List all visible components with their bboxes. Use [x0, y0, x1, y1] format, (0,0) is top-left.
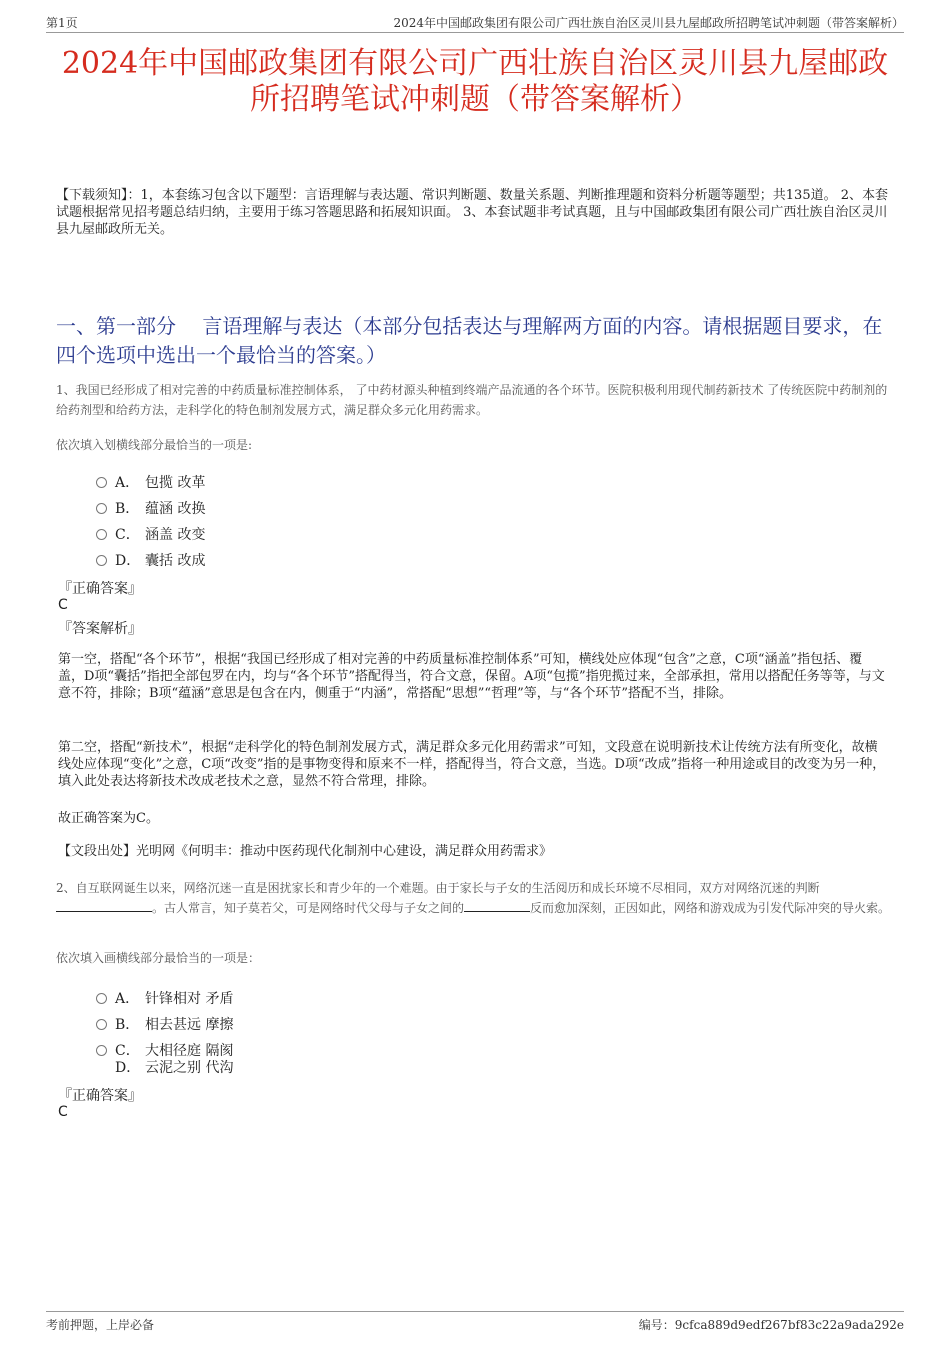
radio-icon[interactable]	[96, 503, 107, 514]
option-letter: B．	[115, 501, 140, 517]
q2-stem-part-3: 反而愈加深刻，正因如此，网络和游戏成为引发代际冲突的导火索。	[530, 901, 891, 915]
q2-option-b[interactable]	[96, 1014, 233, 1032]
footer-doc-id: 编号：9cfca889d9edf267bf83c22a9ada292e	[638, 1318, 904, 1332]
radio-icon[interactable]	[96, 1045, 107, 1056]
radio-icon[interactable]	[96, 477, 107, 488]
option-letter: C．	[115, 1043, 140, 1059]
q1-option-a[interactable]	[96, 472, 205, 490]
q1-source: 【文段出处】光明网《何明丰：推动中医药现代化制剂中心建设，满足群众用药需求》	[58, 844, 553, 859]
header-doc-title: 2024年中国邮政集团有限公司广西壮族自治区灵川县九屋邮政所招聘笔试冲刺题（带答案解析）	[393, 16, 904, 30]
fill-blank-1	[56, 899, 152, 912]
q2-option-d[interactable]	[96, 1057, 233, 1075]
option-text: 涵盖 改变	[145, 527, 206, 543]
page-footer	[46, 1311, 904, 1332]
radio-icon[interactable]	[96, 1019, 107, 1030]
option-letter: A．	[115, 475, 140, 491]
q1-answer-label: 『正确答案』	[58, 581, 142, 597]
option-letter: D．	[115, 1060, 141, 1076]
q2-stem-part-1: 2、自互联网诞生以来，网络沉迷一直是困扰家长和青少年的一个难题。由于家长与子女的生活阅历和成长环境不尽相同，双方对网络沉迷的判断	[56, 881, 820, 895]
q1-stem: 1、我国已经形成了相对完善的中药质量标准控制体系， 了中药材源头种植到终端产品流通的各个环节。医院积极利用现代制药新技术 了传统医院中药制剂的给药剂型和给药方法，走科学化的特色制剂发展方式，满足群众多元化用药需求。	[56, 383, 888, 417]
option-text: 囊括 改成	[145, 553, 206, 569]
q1-option-d[interactable]	[96, 550, 205, 568]
option-text: 包揽 改革	[145, 475, 206, 491]
q1-analysis-paragraph-1: 第一空，搭配“各个环节”，根据“我国已经形成了相对完善的中药质量标准控制体系”可知，横线处应体现“包含”之意，C项“涵盖”指包括、覆盖，D项“囊括”指把全部包罗在内，均与“各个环节”搭配得当，符合文意，保留。A项“包揽”指兜揽过来，全部承担，常用以搭配任务等等，与文意不符，排除；B项“蕴涵”意思是包含在内，侧重于“内涵”，常搭配“思想”“哲理”等，与“各个环节”搭配不当，排除。	[58, 652, 885, 701]
q2-stem	[56, 878, 896, 918]
radio-icon[interactable]	[96, 993, 107, 1004]
q2-answer: C	[58, 1104, 68, 1120]
q1-conclusion: 故正确答案为C。	[58, 811, 159, 826]
option-text: 大相径庭 隔阂	[145, 1043, 234, 1059]
section-heading: 一、第一部分 言语理解与表达（本部分包括表达与理解两方面的内容。请根据题目要求，在四个选项中选出一个最恰当的答案。）	[56, 314, 883, 367]
q1-analysis-label: 『答案解析』	[58, 621, 142, 637]
fill-blank-2	[464, 899, 530, 912]
download-notice: 【下载须知】：1，本套练习包含以下题型：言语理解与表达题、常识判断题、数量关系题、判断推理题和资料分析题等题型；共135道。 2、本套试题根据常见招考题总结归纳，主要用于练习答题思路和拓展知识面。 3、本套试题非考试真题，且与中国邮政集团有限公司广西壮族自治区灵川县九屋邮政所无关。	[56, 188, 888, 237]
footer-slogan: 考前押题，上岸必备	[46, 1318, 155, 1332]
q1-answer: C	[58, 597, 68, 613]
q1-option-c[interactable]	[96, 524, 205, 542]
q1-prompt: 依次填入划横线部分最恰当的一项是:	[56, 438, 253, 452]
q1-analysis-paragraph-2: 第二空，搭配“新技术”，根据“走科学化的特色制剂发展方式，满足群众多元化用药需求”可知，文段意在说明新技术让传统方法有所变化，故横线处应体现“变化”之意，C项“改变”指的是事物变得和原来不一样，搭配得当，符合文意，当选。D项“改成”指将一种用途或目的改变为另一种，填入此处表达将新技术改成老技术之意，显然不符合常理，排除。	[58, 740, 886, 789]
option-letter: A．	[115, 991, 140, 1007]
option-text: 相去甚远 摩擦	[145, 1017, 234, 1033]
q1-option-b[interactable]	[96, 498, 205, 516]
q2-option-c[interactable]	[96, 1040, 233, 1058]
option-text: 云泥之别 代沟	[145, 1060, 234, 1076]
radio-icon[interactable]	[96, 555, 107, 566]
option-letter: D．	[115, 553, 141, 569]
q2-prompt: 依次填入画横线部分最恰当的一项是：	[56, 951, 261, 965]
title-line-1: 2024年中国邮政集团有限公司广西壮族自治区灵川县九屋邮政	[61, 46, 889, 81]
page-header	[46, 14, 904, 33]
option-text: 针锋相对 矛盾	[145, 991, 234, 1007]
q2-stem-part-2: 。古人常言，知子莫若父，可是网络时代父母与子女之间的	[152, 901, 465, 915]
option-letter: B．	[115, 1017, 140, 1033]
q2-option-a[interactable]	[96, 988, 233, 1006]
q2-answer-label: 『正确答案』	[58, 1088, 142, 1104]
page-title	[40, 46, 910, 118]
page-number: 第1页	[46, 16, 78, 30]
option-letter: C．	[115, 527, 140, 543]
radio-icon[interactable]	[96, 529, 107, 540]
title-line-2: 所招聘笔试冲刺题（带答案解析）	[250, 82, 700, 117]
option-text: 蕴涵 改换	[145, 501, 206, 517]
